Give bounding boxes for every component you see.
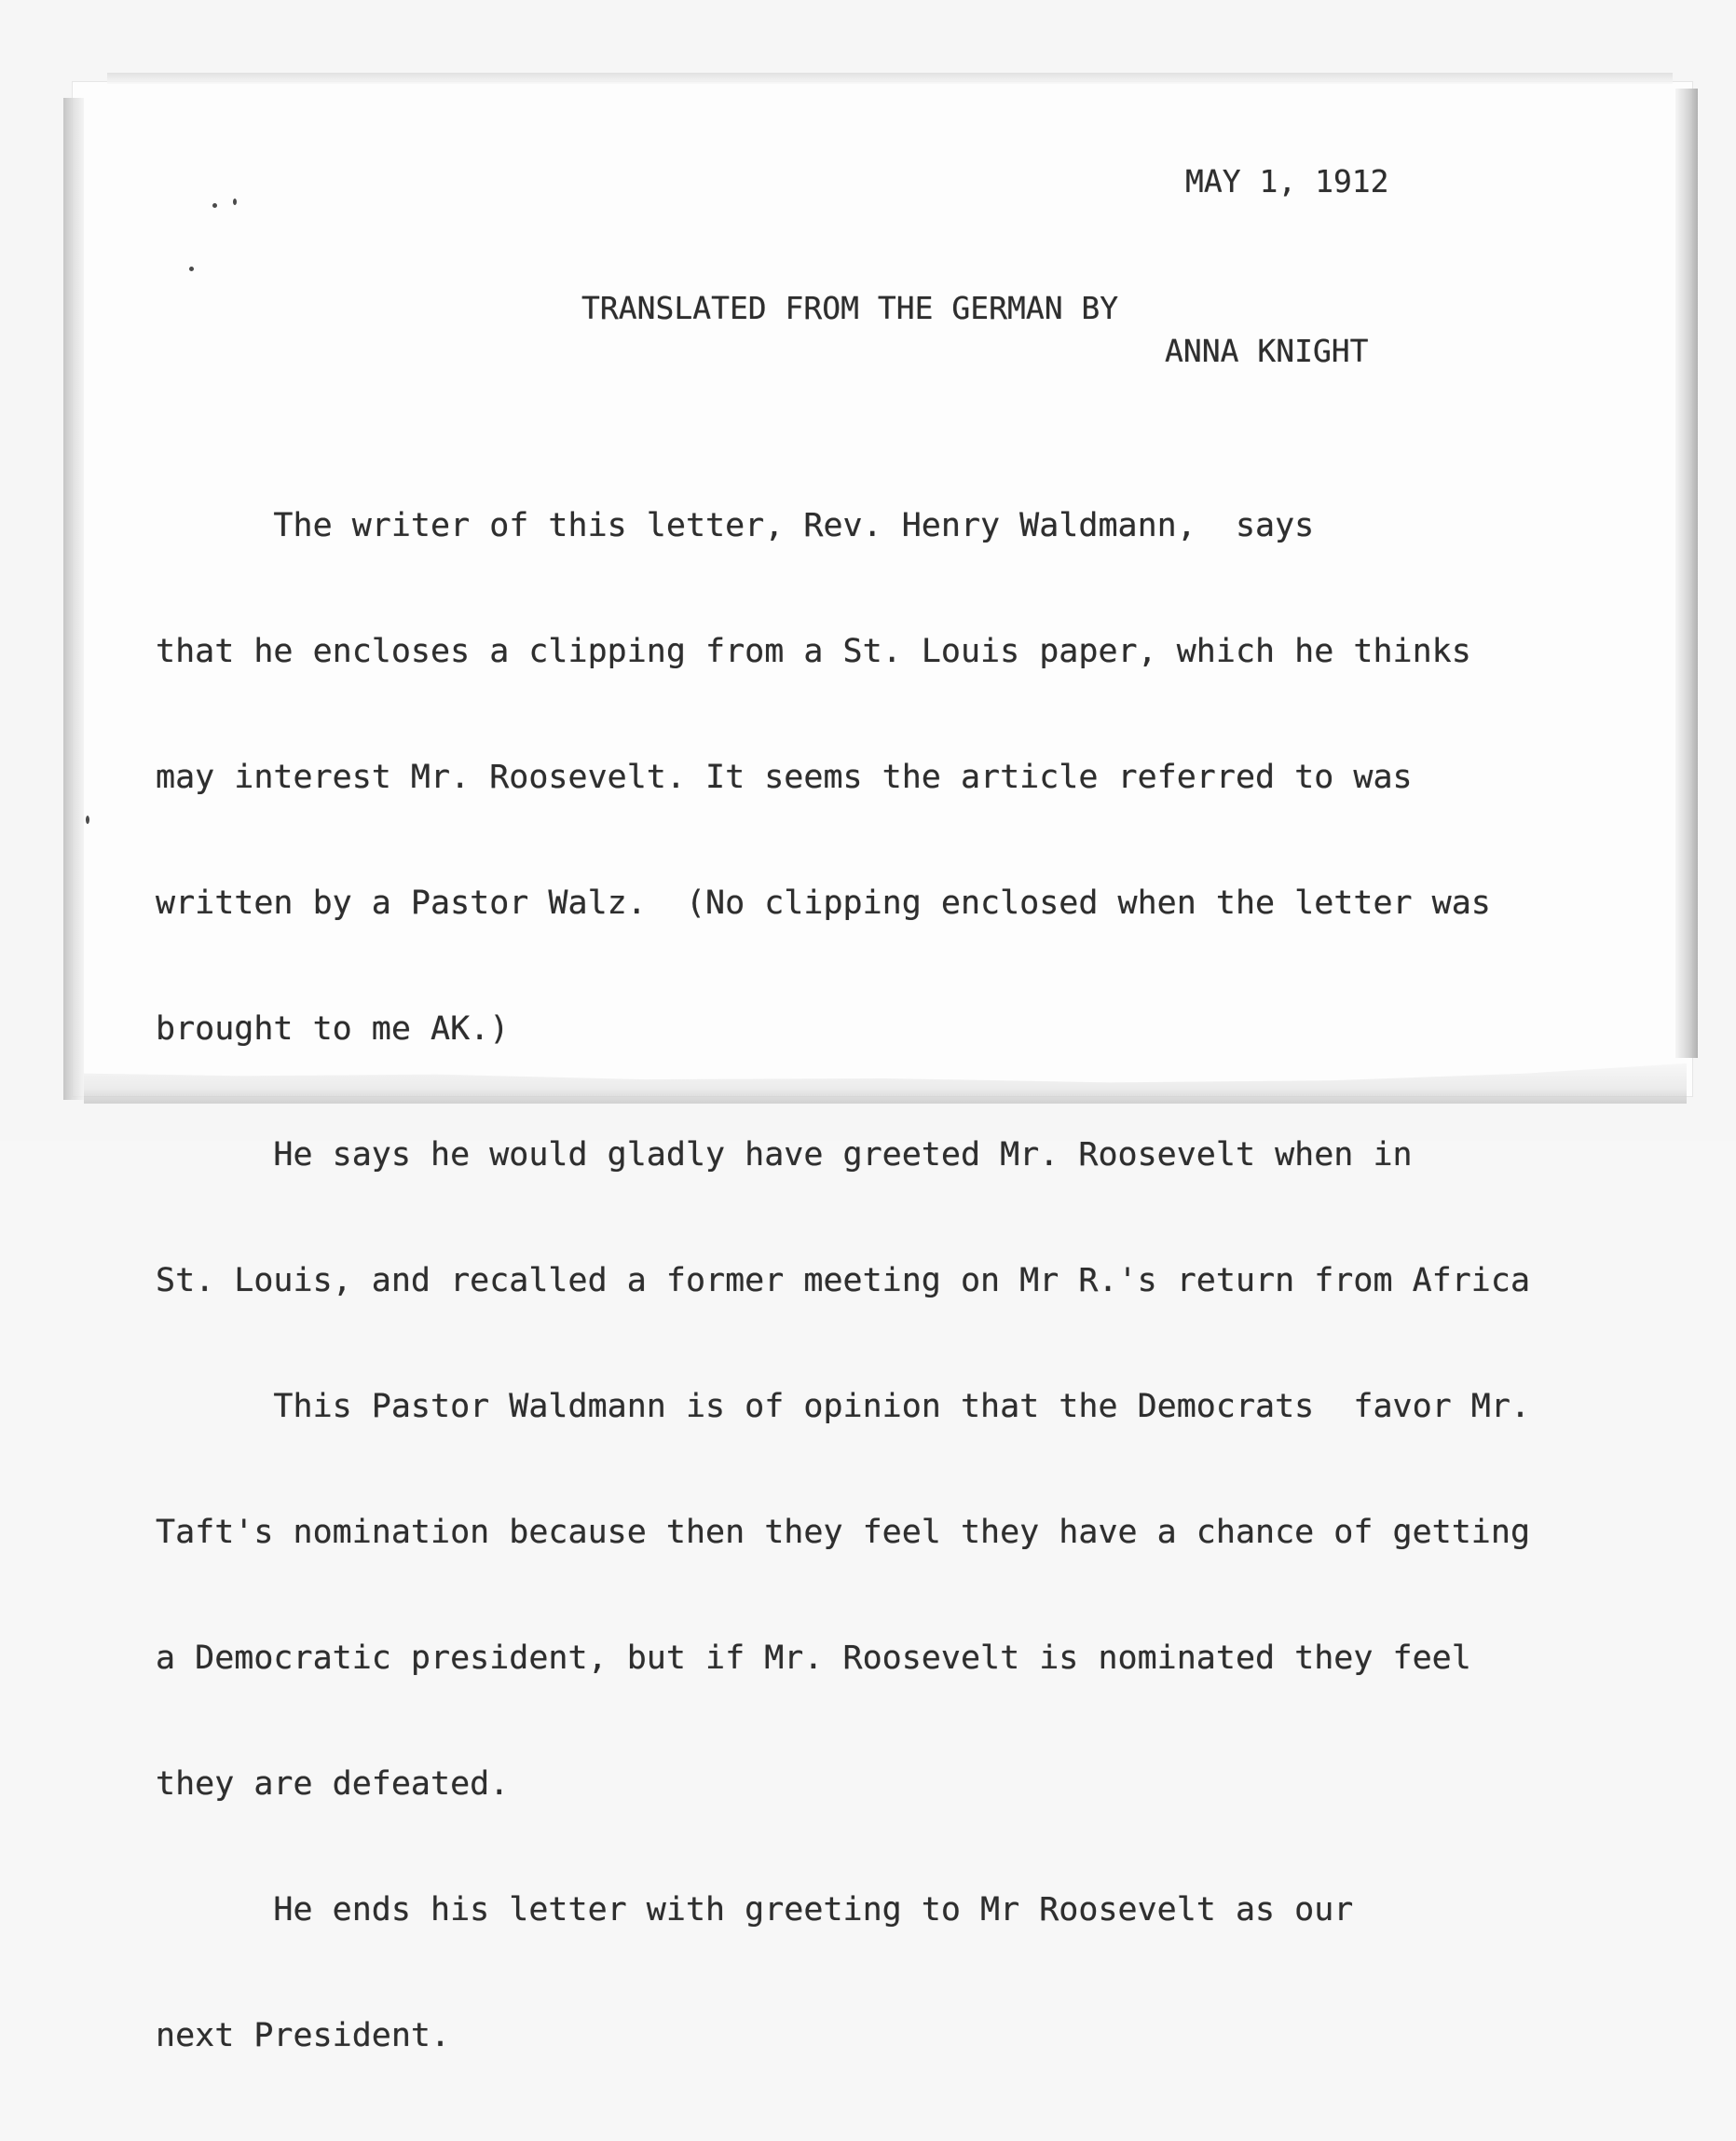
- letter-body: [156, 421, 1530, 2141]
- ink-speck: [86, 816, 89, 824]
- paper-top-edge: [107, 73, 1673, 84]
- body-line: a Democratic president, but if Mr. Roosevelt is nominated they feel: [156, 1640, 1471, 1677]
- body-line: He says he would gladly have greeted Mr. Roosevelt when in: [156, 1136, 1413, 1173]
- paper-right-edge: [1675, 89, 1698, 1058]
- translation-heading: TRANSLATED FROM THE GERMAN BY: [581, 290, 1119, 326]
- body-line: written by a Pastor Walz. (No clipping enclosed when the letter was: [156, 885, 1491, 922]
- ink-speck: [189, 267, 194, 271]
- letter-date: MAY 1, 1912: [1185, 163, 1389, 199]
- body-line: next President.: [156, 2017, 451, 2054]
- body-line: This Pastor Waldmann is of opinion that the Democrats favor Mr.: [156, 1388, 1531, 1425]
- body-line: Taft's nomination because then they feel they have a chance of getting: [156, 1514, 1531, 1551]
- body-line: that he encloses a clipping from a St. Louis paper, which he thinks: [156, 633, 1471, 670]
- translator-name: ANNA KNIGHT: [1165, 333, 1369, 369]
- paper-left-edge: [63, 98, 84, 1100]
- body-line: The writer of this letter, Rev. Henry Waldmann, says: [156, 507, 1315, 544]
- body-line: may interest Mr. Roosevelt. It seems the article referred to was: [156, 759, 1413, 796]
- body-line: they are defeated.: [156, 1765, 510, 1803]
- ink-speck: [233, 199, 237, 205]
- body-line: brought to me AK.): [156, 1010, 510, 1048]
- ink-speck: [212, 203, 217, 208]
- body-line: St. Louis, and recalled a former meeting on Mr R.'s return from Africa: [156, 1262, 1531, 1299]
- body-line: He ends his letter with greeting to Mr Roosevelt as our: [156, 1891, 1354, 1928]
